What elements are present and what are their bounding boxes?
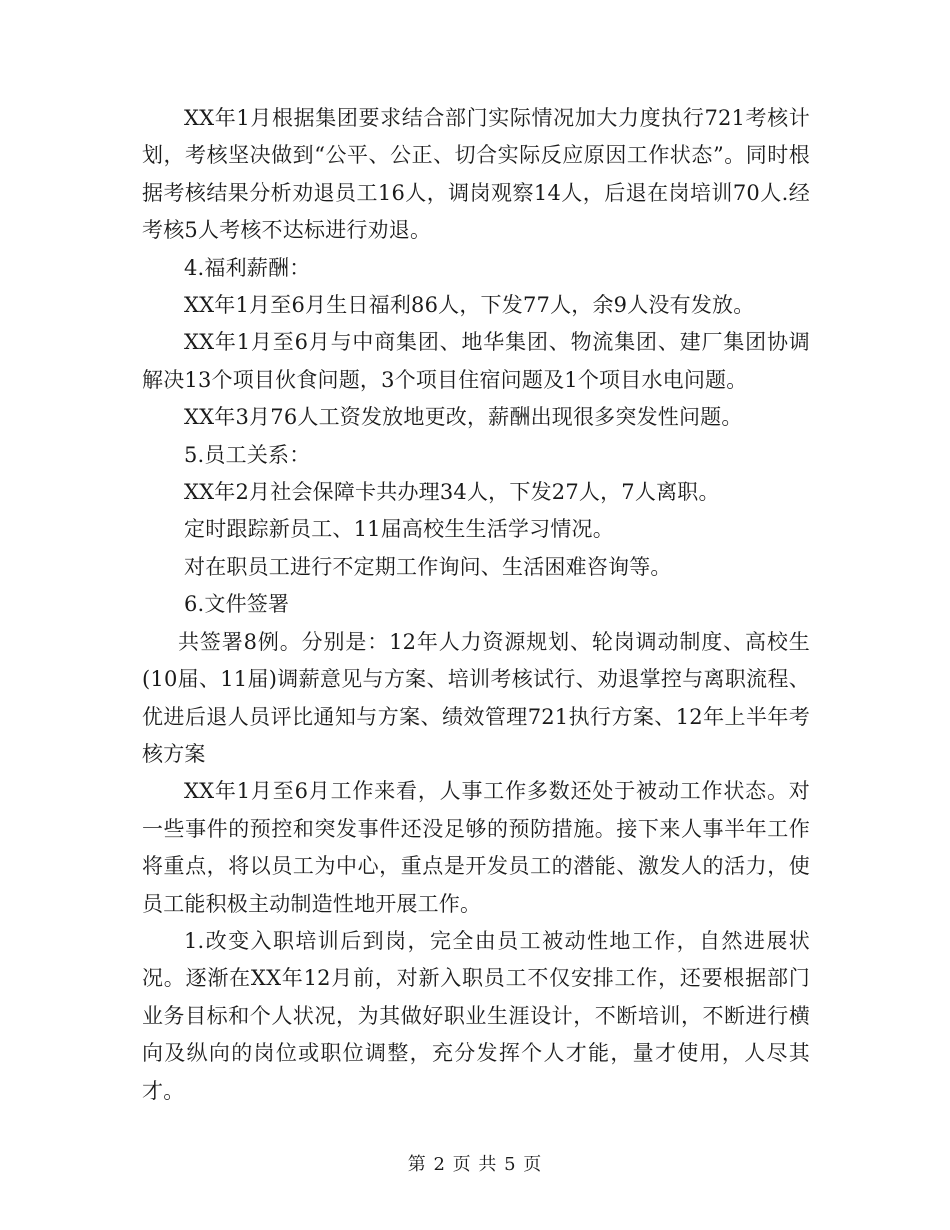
paragraph-birthday-welfare: XX年1月至6月生日福利86人，下发77人，余9人没有发放。: [184, 293, 755, 318]
heading-employee-relations: 5.员工关系：: [184, 442, 311, 467]
paragraph-assessment: XX年1月根据集团要求结合部门实际情况加大力度执行721考核计划，考核坚决做到“公平、公正、切合实际反应原因工作状态”。同时根据考核结果分析劝退员工16人，调岗观察14人，后退在岗培训70人.经考核5人考核不达标进行劝退。: [142, 106, 810, 243]
paragraph-salary-change: XX年3月76人工资发放地更改，薪酬出现很多突发性问题。: [184, 405, 743, 430]
heading-document-signing: 6.文件签署: [184, 592, 290, 617]
paragraph-tracking: 定时跟踪新员工、11届高校生生活学习情况。: [184, 517, 614, 542]
page-number-footer: 第 2 页 共 5 页: [407, 1154, 543, 1175]
paragraph-signed-documents: 共签署8例。分别是：12年人力资源规划、轮岗调动制度、高校生(10届、11届)调薪意见与方案、培训考核试行、劝退掌控与离职流程、优进后退人员评比通知与方案、绩效管理721执行方案、12年上半年考核方案: [142, 629, 810, 766]
heading-welfare-salary: 4.福利薪酬：: [184, 255, 311, 280]
paragraph-group-coordination: XX年1月至6月与中商集团、地华集团、物流集团、建厂集团协调解决13个项目伙食问题，3个项目住宿问题及1个项目水电问题。: [142, 330, 810, 392]
paragraph-social-security: XX年2月社会保障卡共办理34人，下发27人，7人离职。: [184, 480, 720, 505]
paragraph-work-review: XX年1月至6月工作来看，人事工作多数还处于被动工作状态。对一些事件的预控和突发事件还没足够的预防措施。接下来人事半年工作将重点，将以员工为中心，重点是开发员工的潜能、激发人的活力，使员工能积极主动制造性地开展工作。: [142, 779, 810, 916]
paragraph-onboarding-change: 1.改变入职培训后到岗，完全由员工被动性地工作，自然进展状况。逐渐在XX年12月前，对新入职员工不仅安排工作，还要根据部门业务目标和个人状况，为其做好职业生涯设计，不断培训，不断进行横向及纵向的岗位或职位调整，充分发挥个人才能，量才使用，人尽其才。: [142, 928, 810, 1103]
document-body: [142, 100, 810, 1110]
paragraph-inquiry: 对在职员工进行不定期工作询问、生活困难咨询等。: [184, 554, 672, 579]
